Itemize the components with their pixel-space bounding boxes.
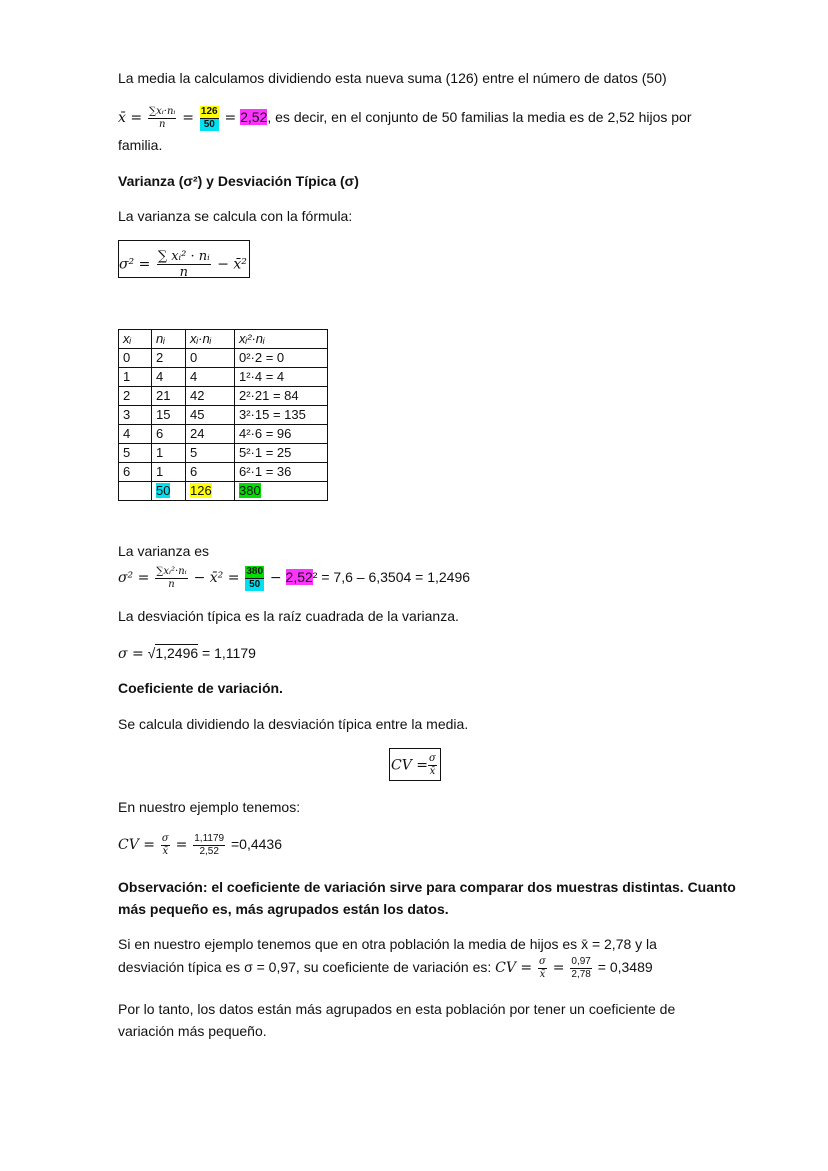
mean-text-cont: familia. — [118, 137, 163, 153]
other-pop-line2: desviación típica es σ = 0,97, su coeficiente de variación es: — [118, 959, 492, 976]
cell: 1 — [152, 444, 186, 463]
variance-is: La varianza es — [118, 543, 210, 559]
mean-frac-den: n — [158, 119, 166, 130]
cell: 5 — [186, 444, 235, 463]
variance-calc-den: n — [168, 579, 175, 590]
other-cv-fraction — [538, 956, 547, 981]
example-intro: En nuestro ejemplo tenemos: — [118, 799, 301, 815]
cell: 6 — [152, 425, 186, 444]
total-ni — [152, 482, 186, 501]
other-pop-line2-wrap — [118, 956, 653, 981]
other-cv-den: x̄ — [539, 969, 546, 980]
table-row — [119, 368, 328, 387]
variance-formula-box — [118, 240, 250, 278]
variance-calc-minus: − — [269, 570, 282, 587]
table-row — [119, 463, 328, 482]
cv-calculation — [118, 833, 282, 858]
other-pop-line1: Si en nuestro ejemplo tenemos que en otra población la media de hijos es x̄ = 2,78 y la — [118, 936, 657, 952]
mean-result: 2,52 — [240, 109, 268, 126]
cell: 4 — [186, 368, 235, 387]
table-row — [119, 349, 328, 368]
cell: 2 — [152, 349, 186, 368]
cell: 0 — [186, 349, 235, 368]
cv-calc-num: σ — [161, 833, 169, 844]
total-empty — [119, 482, 152, 501]
other-cv-num: σ — [539, 956, 546, 967]
cv-formula-fraction — [428, 753, 437, 778]
variance-calculation — [118, 566, 470, 591]
cell: 5²·1 = 25 — [235, 444, 328, 463]
cv-calc-den: x̄ — [162, 846, 169, 857]
intro-text: La media la calculamos dividiendo esta nueva suma (126) entre el número de datos (50) — [118, 70, 667, 86]
cell: 0 — [119, 349, 152, 368]
variance-formula-fraction — [157, 249, 211, 280]
table-row — [119, 425, 328, 444]
other-den-value: 2,78 — [571, 969, 591, 980]
other-num-value: 0,97 — [571, 956, 591, 967]
section-cv-heading: Coeficiente de variación. — [118, 680, 283, 696]
cell: 1²·4 = 4 — [235, 368, 328, 387]
cell: 4 — [152, 368, 186, 387]
cell: 6 — [119, 463, 152, 482]
cell: 45 — [186, 406, 235, 425]
cell: 15 — [152, 406, 186, 425]
cv-calc-eq: = — [175, 837, 188, 854]
mean-formula — [118, 106, 692, 131]
total-xini-value: 126 — [190, 483, 212, 498]
mean-lhs: x̄ = — [118, 110, 143, 127]
std-intro: La desviación típica es la raíz cuadrada de la varianza. — [118, 608, 459, 624]
variance-calc-num: ∑xᵢ²·nᵢ — [156, 566, 187, 577]
variance-formula-tail: − x̄² — [217, 256, 247, 273]
variance-value-fraction — [245, 566, 264, 591]
cv-num-value: 1,1179 — [194, 833, 225, 844]
cell: 24 — [186, 425, 235, 444]
variance-num-value: 380 — [246, 566, 264, 577]
std-calculation — [118, 642, 256, 665]
variance-formula-lhs: σ² = — [119, 256, 151, 273]
cell: 4 — [119, 425, 152, 444]
table-totals-row — [119, 482, 328, 501]
cv-formula-box — [389, 748, 441, 781]
variance-calc-fraction — [155, 566, 187, 591]
variance-calc-rest: ² = 7,6 – 6,3504 = 1,2496 — [312, 569, 471, 586]
variance-formula-num: ∑ xᵢ² · nᵢ — [157, 249, 210, 264]
cell: 6 — [186, 463, 235, 482]
header-xi2ni: xᵢ²·nᵢ — [235, 330, 328, 349]
mean-fraction — [148, 106, 176, 131]
variance-mean-value: 2,52 — [285, 569, 313, 586]
cv-result: =0,4436 — [230, 836, 282, 853]
total-ni-value: 50 — [156, 483, 171, 498]
conclusion-line2: variación más pequeño. — [118, 1023, 267, 1039]
mean-frac-num: ∑xᵢ·nᵢ — [148, 106, 176, 117]
cv-value-fraction — [193, 833, 225, 858]
sqrt-symbol: √ — [147, 645, 156, 661]
std-lhs: σ = — [118, 646, 144, 662]
table-row — [119, 406, 328, 425]
other-cv-eq: = — [552, 960, 565, 977]
cv-intro: Se calcula dividiendo la desviación típica entre la media. — [118, 716, 469, 732]
observation-line2: más pequeño es, más agrupados están los datos. — [118, 901, 449, 917]
cv-formula-lhs: CV = — [391, 757, 429, 774]
mean-text-after: , es decir, en el conjunto de 50 familias la media es de 2,52 hijos por — [267, 109, 692, 126]
header-ni: nᵢ — [152, 330, 186, 349]
table-row — [119, 387, 328, 406]
mean-den-value: 50 — [200, 119, 219, 131]
mean-value-fraction — [200, 106, 219, 131]
table-row — [119, 444, 328, 463]
other-cv-result: = 0,3489 — [597, 959, 653, 976]
cell: 2 — [119, 387, 152, 406]
variance-den-value: 50 — [245, 579, 264, 591]
cell: 4²·6 = 96 — [235, 425, 328, 444]
total-xi2ni-value: 380 — [239, 483, 261, 498]
variance-calc-mid: − x̄² = — [193, 570, 240, 587]
other-value-fraction — [570, 956, 591, 981]
cv-calc-lhs: CV = — [118, 837, 156, 854]
cv-den-value: 2,52 — [199, 846, 219, 857]
table-header-row — [119, 330, 328, 349]
other-cv-lhs: CV = — [495, 960, 533, 977]
conclusion-line1: Por lo tanto, los datos están más agrupados en esta población por tener un coeficiente de — [118, 1001, 676, 1017]
cv-formula-num: σ — [429, 753, 436, 764]
frequency-table — [118, 329, 328, 501]
cv-calc-fraction — [161, 833, 170, 858]
variance-formula-den: n — [179, 265, 188, 280]
header-xi: xᵢ — [119, 330, 152, 349]
cv-formula-den: x̄ — [429, 766, 436, 777]
variance-intro: La varianza se calcula con la fórmula: — [118, 208, 353, 224]
cell: 21 — [152, 387, 186, 406]
mean-eq2: = — [224, 110, 237, 127]
cell: 42 — [186, 387, 235, 406]
cell: 3 — [119, 406, 152, 425]
mean-num-value: 126 — [200, 106, 218, 117]
variance-calc-lhs: σ² = — [118, 570, 150, 587]
total-xini — [186, 482, 235, 501]
std-radicand: 1,2496 — [155, 645, 199, 661]
cell: 1 — [152, 463, 186, 482]
cell: 3²·15 = 135 — [235, 406, 328, 425]
cell: 5 — [119, 444, 152, 463]
std-rest: = 1,1179 — [198, 645, 256, 661]
observation-line1: Observación: el coeficiente de variación sirve para comparar dos muestras distintas. Cuanto — [118, 879, 736, 895]
mean-eq: = — [182, 110, 195, 127]
section-variance-heading: Varianza (σ²) y Desviación Típica (σ) — [118, 173, 359, 189]
cell: 6²·1 = 36 — [235, 463, 328, 482]
header-xini: xᵢ·nᵢ — [186, 330, 235, 349]
cell: 1 — [119, 368, 152, 387]
cell: 0²·2 = 0 — [235, 349, 328, 368]
cell: 2²·21 = 84 — [235, 387, 328, 406]
total-xi2ni — [235, 482, 328, 501]
